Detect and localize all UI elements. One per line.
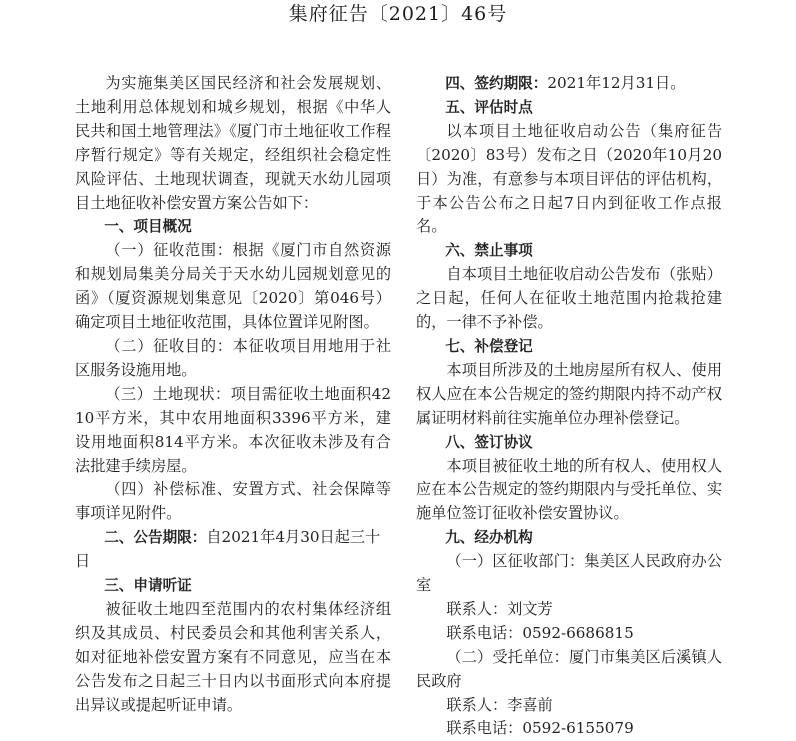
signing-period-text: 2021年12月31日。 <box>547 74 686 92</box>
section-announcement-period <box>75 526 391 574</box>
valuation-date-paragraph: 以本项目土地征收启动公告（集府征告〔2020〕83号）发布之日（2020年10月20日）为准，有意参与本项目评估的评估机构，于本公告公布之日起7日内到征收工作点报名。 <box>416 121 722 236</box>
prohibitions-paragraph: 自本项目土地征收启动公告发布（张贴）之日起，任何人在征收土地范围内抢栽抢建的，一律不予补偿。 <box>416 265 722 332</box>
contact-phone-2: 联系电话：0592-6155079 <box>446 719 634 738</box>
hearing-paragraph: 被征收土地四至范围内的农村集体经济组织及其成员、村民委员会和其他利害关系人，如对征地补偿安置方案有不同意见，应当在本公告发布之日起三十日内以书面形式向本府提出异议或提起听证申请。 <box>75 599 391 714</box>
intro-paragraph: 为实施集美区国民经济和社会发展规划、土地利用总体规划和城乡规划，根据《中华人民共和国土地管理法》《厦门市土地征收工作程序暂行规定》等有关规定，经组织社会稳定性风险评估、土地现状调查，现就天水幼儿园项目土地征收补偿安置方案公告如下： <box>75 74 391 212</box>
district-department-paragraph: （一）区征收部门：集美区人民政府办公室 <box>416 552 722 595</box>
section-heading-prohibitions: 六、禁止事项 <box>445 242 533 260</box>
agreement-signing-paragraph: 本项目被征收土地的所有权人、使用权人应在本公告规定的签约期限内与受托单位、实施单位签订征收补偿安置协议。 <box>416 456 722 523</box>
section-heading-project-overview: 一、项目概况 <box>104 218 192 236</box>
land-status-paragraph: （三）土地现状：项目需征收土地面积4210平方米，其中农用地面积3396平方米，建设用地面积814平方米。本次征收未涉及有合法批建手续房屋。 <box>75 384 391 475</box>
section-heading-compensation-registration: 七、补偿登记 <box>445 337 533 355</box>
left-column <box>75 72 391 717</box>
section-heading-signing-period: 四、签约期限： <box>445 75 548 92</box>
contact-person-1: 联系人：刘文芳 <box>446 599 553 618</box>
document-number: 集府征告〔2021〕46号 <box>288 3 508 25</box>
section-heading-valuation-date: 五、评估时点 <box>445 98 533 116</box>
compensation-registration-paragraph: 本项目所涉及的土地房屋所有权人、使用权人应在本公告规定的签约期限内持不动产权属证明材料前往实施单位办理补偿登记。 <box>416 360 722 427</box>
collection-purpose-paragraph: （二）征收目的：本征收项目用地用于社区服务设施用地。 <box>75 336 391 379</box>
contact-phone-1: 联系电话：0592-6686815 <box>446 623 634 642</box>
right-column <box>416 72 722 741</box>
section-heading-handling-agencies: 九、经办机构 <box>445 529 533 547</box>
announcement-period-text: 自2021年4月30日起三十日 <box>75 528 381 571</box>
compensation-standard-paragraph: （四）补偿标准、安置方式、社会保障等事项详见附件。 <box>75 480 391 523</box>
entrusted-unit-paragraph: （二）受托单位：厦门市集美区后溪镇人民政府 <box>416 647 722 690</box>
section-heading-announcement-period: 二、公告期限： <box>104 529 207 547</box>
section-signing-period <box>416 72 722 96</box>
collection-scope-paragraph: （一）征收范围：根据《厦门市自然资源和规划局集美分局关于天水幼儿园规划意见的函》（厦资源规划集意见〔2020〕第046号）确定项目土地征收范围，具体位置详见附图。 <box>75 241 391 332</box>
section-heading-hearing: 三、申请听证 <box>104 577 192 595</box>
contact-person-2: 联系人：李喜前 <box>446 695 553 714</box>
section-heading-agreement-signing: 八、签订协议 <box>445 433 533 451</box>
